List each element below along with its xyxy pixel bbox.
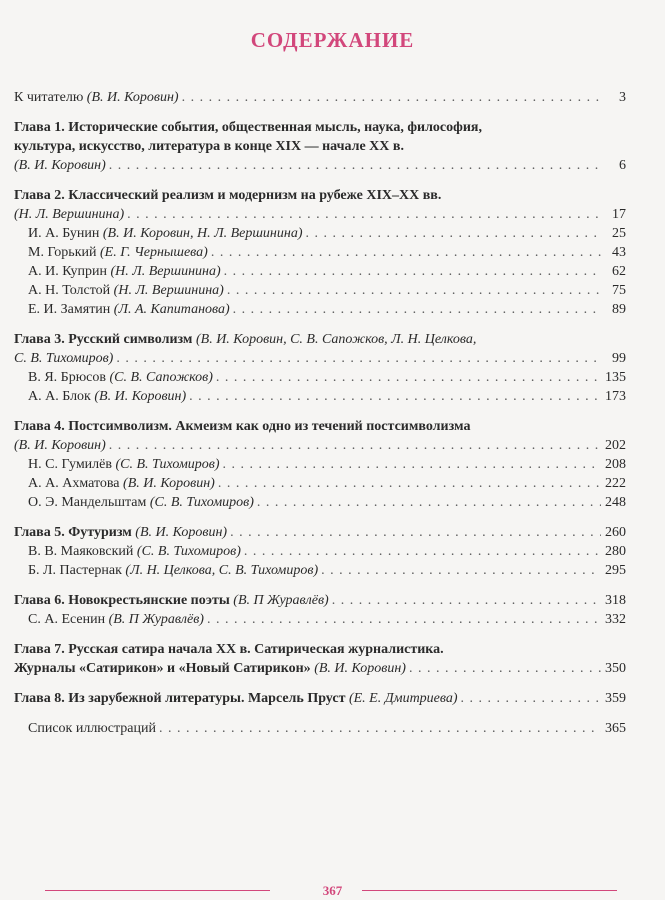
page-number: 202 xyxy=(605,438,626,453)
page-title: СОДЕРЖАНИЕ xyxy=(250,28,415,52)
dot-leader xyxy=(230,523,601,542)
page-number: 75 xyxy=(612,283,626,298)
chapter-author: (В. И. Коровин) xyxy=(14,438,106,453)
page-number: 365 xyxy=(605,721,626,736)
chapter-author: (Н. Л. Вершинина) xyxy=(14,207,125,222)
dot-leader xyxy=(224,262,601,281)
toc-subentry[interactable]: М. Горький (Е. Г. Чернышева) . . . 43 xyxy=(14,243,626,262)
toc-subentry[interactable]: А. И. Куприн (Н. Л. Вершинина) . . . 62 xyxy=(14,262,626,281)
dot-leader xyxy=(218,474,601,493)
dot-leader xyxy=(227,281,601,300)
dot-leader xyxy=(332,591,601,610)
dot-leader xyxy=(182,88,601,107)
dot-leader xyxy=(189,387,601,406)
dot-leader xyxy=(257,493,601,512)
page-number: 260 xyxy=(605,525,626,540)
page-number: 350 xyxy=(605,661,626,676)
page-number: 222 xyxy=(605,476,626,491)
toc-subentry[interactable]: А. Н. Толстой (Н. Л. Вершинина) . . . 75 xyxy=(14,281,626,300)
chapter-4-author-line[interactable] xyxy=(14,436,626,455)
chapter-5-heading[interactable]: Глава 5. Футуризм (В. И. Коровин) . . . 260 xyxy=(14,523,626,542)
toc-subentry[interactable]: Н. С. Гумилёв (С. В. Тихомиров) . . . 208 xyxy=(14,455,626,474)
page-number: 89 xyxy=(612,302,626,317)
toc-subentry[interactable]: И. А. Бунин (В. И. Коровин, Н. Л. Вершинина) . . . 25 xyxy=(14,224,626,243)
table-of-contents xyxy=(14,88,626,738)
chapter-1-author-line[interactable] xyxy=(14,156,626,175)
toc-entry-intro[interactable] xyxy=(14,88,626,107)
page-number: 135 xyxy=(605,370,626,385)
page-number: 17 xyxy=(612,207,626,222)
footer-page-number: 367 xyxy=(322,883,343,898)
dot-leader xyxy=(216,368,601,387)
toc-subentry[interactable]: А. А. Ахматова (В. И. Коровин) . . . 222 xyxy=(14,474,626,493)
dot-leader xyxy=(127,205,601,224)
chapter-2-author-line[interactable] xyxy=(14,205,626,224)
page-number: 280 xyxy=(605,544,626,559)
chapter-4-heading[interactable]: Глава 4. Постсимволизм. Акмеизм как одно из течений постсимволизма xyxy=(14,419,471,434)
dot-leader xyxy=(207,610,601,629)
page-number: 43 xyxy=(612,245,626,260)
page-number: 25 xyxy=(612,226,626,241)
page-number: 62 xyxy=(612,264,626,279)
page-number: 173 xyxy=(605,389,626,404)
page-number: 3 xyxy=(619,90,626,105)
chapter-7-heading-cont[interactable]: Журналы «Сатирикон» и «Новый Сатирикон» (В. И. Коровин) . . . 350 xyxy=(14,659,626,678)
toc-subentry[interactable]: В. Я. Брюсов (С. В. Сапожков) . . . 135 xyxy=(14,368,626,387)
chapter-7-heading[interactable]: Глава 7. Русская сатира начала XX в. Сатирическая журналистика. xyxy=(14,642,444,657)
chapter-8-heading[interactable]: Глава 8. Из зарубежной литературы. Марсель Пруст (Е. Е. Дмитриева) . . . 359 xyxy=(14,689,626,708)
page-number: 248 xyxy=(605,495,626,510)
dot-leader xyxy=(409,659,601,678)
page-number: 332 xyxy=(605,612,626,627)
toc-entry-title: К читателю (В. И. Коровин) xyxy=(14,90,179,105)
chapter-author: С. В. Тихомиров) xyxy=(14,351,114,366)
toc-subentry[interactable]: Е. И. Замятин (Л. А. Капитанова) . . . 89 xyxy=(14,300,626,319)
dot-leader xyxy=(233,300,601,319)
chapter-3-heading[interactable]: Глава 3. Русский символизм (В. И. Коровин, С. В. Сапожков, Л. Н. Целкова, xyxy=(14,332,477,347)
page-footer xyxy=(0,883,665,897)
chapter-1-heading-cont[interactable]: культура, искусство, литература в конце XIX — начале XX в. xyxy=(14,139,404,154)
page-number: 359 xyxy=(605,691,626,706)
dot-leader xyxy=(109,156,601,175)
toc-subentry[interactable]: С. А. Есенин (В. П Журавлёв) . . . 332 xyxy=(14,610,626,629)
dot-leader xyxy=(109,436,601,455)
page-number: 318 xyxy=(605,593,626,608)
footer-rule-right xyxy=(362,890,617,891)
dot-leader xyxy=(461,689,601,708)
page-number: 208 xyxy=(605,457,626,472)
dot-leader xyxy=(223,455,601,474)
chapter-6-heading[interactable]: Глава 6. Новокрестьянские поэты (В. П Журавлёв) . . . 318 xyxy=(14,591,626,610)
chapter-1-heading[interactable]: Глава 1. Исторические события, общественная мысль, наука, философия, xyxy=(14,120,482,135)
dot-leader xyxy=(305,224,601,243)
toc-subentry[interactable]: Б. Л. Пастернак (Л. Н. Целкова, С. В. Тихомиров) . . . 295 xyxy=(14,561,626,580)
page-number: 6 xyxy=(619,158,626,173)
chapter-author: (В. И. Коровин) xyxy=(14,158,106,173)
dot-leader xyxy=(211,243,601,262)
toc-subentry[interactable]: О. Э. Мандельштам (С. В. Тихомиров) . . . 248 xyxy=(14,493,626,512)
dot-leader xyxy=(159,719,601,738)
toc-subentry[interactable]: В. В. Маяковский (С. В. Тихомиров) . . . 280 xyxy=(14,542,626,561)
chapter-2-heading[interactable]: Глава 2. Классический реализм и модернизм на рубеже XIX–XX вв. xyxy=(14,188,442,203)
dot-leader xyxy=(116,349,601,368)
dot-leader xyxy=(244,542,601,561)
page-number: 295 xyxy=(605,563,626,578)
toc-entry-illustrations[interactable]: Список иллюстраций . . . 365 xyxy=(14,719,626,738)
dot-leader xyxy=(321,561,601,580)
chapter-3-author-line[interactable] xyxy=(14,349,626,368)
page-number: 99 xyxy=(612,351,626,366)
toc-subentry[interactable]: А. А. Блок (В. И. Коровин) . . . 173 xyxy=(14,387,626,406)
